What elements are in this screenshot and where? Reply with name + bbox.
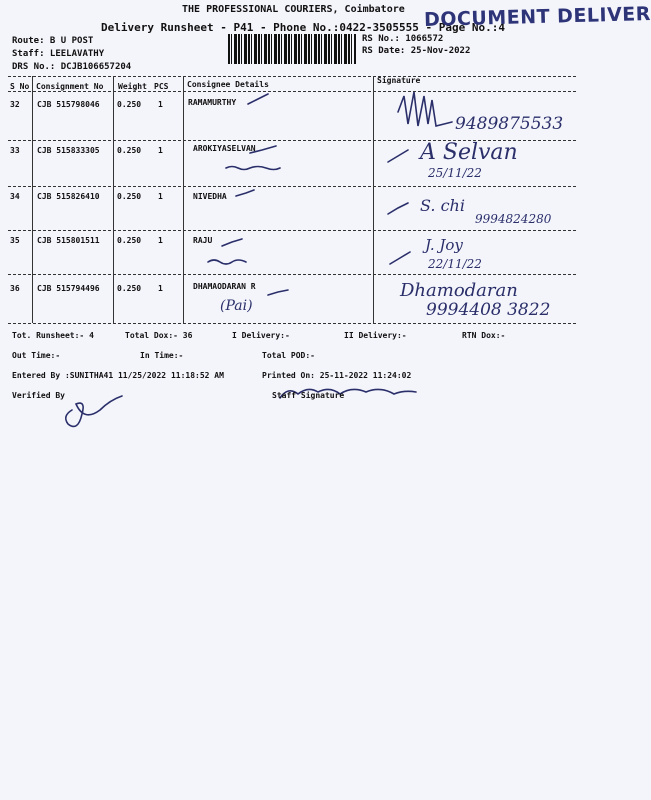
row-weight: 0.250 [117,146,142,155]
row-weight: 0.250 [117,236,142,245]
row-consignment: CJB 515794496 [37,284,100,293]
drs-number: DRS No.: DCJB106657204 [12,62,132,72]
row-consignee: RAJU [193,236,213,245]
handwritten-note [226,167,280,170]
row-sig-name: Dhamodaran [400,280,518,301]
route-label: Route: B U POST [12,36,94,46]
entered-by: Entered By :SUNITHA41 11/25/2022 11:18:52 AM [12,371,224,380]
row-sig-phone: 9994408 3822 [426,300,551,320]
row-sno: 33 [10,146,20,155]
col-header-consignment: Consignment No [36,82,104,91]
row-sno: 35 [10,236,20,245]
out-time: Out Time:- [12,351,61,360]
row-sno: 34 [10,192,20,201]
check-mark [250,146,276,153]
col-header-pcs: PCS [154,82,169,91]
row-weight: 0.250 [117,100,142,109]
company-name: THE PROFESSIONAL COURIERS, Coimbatore [182,4,405,15]
row-pcs: 1 [158,236,163,245]
col-header-weight: Weight [118,82,147,91]
row-sig-name: A Selvan [420,140,518,165]
signature-scribble [398,92,452,126]
row-sno: 32 [10,100,20,109]
handwritten-note [208,260,246,264]
row-sig-phone: 9994824280 [475,212,552,226]
row-consignee: NIVEDHA [193,192,227,201]
check-mark [388,203,408,214]
check-mark [248,94,268,104]
document-delivery-stamp: DOCUMENT DELIVER [423,3,651,31]
total-pod: Total POD:- [262,351,315,360]
row-pcs: 1 [158,146,163,155]
rtn-dox: RTN Dox:- [462,331,506,340]
row-consignment: CJB 515798046 [37,100,100,109]
ii-delivery: II Delivery:- [344,331,407,340]
row-pcs: 1 [158,192,163,201]
verified-by: Verified By [12,391,65,400]
row-pcs: 1 [158,284,163,293]
i-delivery: I Delivery:- [232,331,290,340]
verifier-signature [66,396,122,426]
col-header-consignee: Consignee Details [187,80,269,89]
row-sig-name: J. Joy [425,236,463,254]
row-sig-phone: 9489875533 [455,114,564,134]
row-sno: 36 [10,284,20,293]
in-time: In Time:- [140,351,184,360]
total-dox: Total Dox:- 36 [125,331,193,340]
check-mark [268,290,288,295]
row-consignment: CJB 515826410 [37,192,100,201]
rs-number: RS No.: 1066572 [362,34,444,44]
col-header-sno: S No [10,82,30,91]
row-consignee: RAMAMURTHY [188,98,237,107]
printed-on: Printed On: 25-11-2022 11:24:02 [262,371,412,380]
staff-label: Staff: LEELAVATHY [12,49,105,59]
row-pcs: 1 [158,100,163,109]
row-sig-date: 22/11/22 [428,257,482,271]
staff-signature-label: Staff Signature [272,391,345,400]
col-header-signature: Signature [377,76,421,85]
total-runsheet: Tot. Runsheet:- 4 [12,331,94,340]
row-consignee: AROKIYASELVAN [193,144,256,153]
check-mark [388,150,408,162]
check-mark [236,190,254,196]
row-consignment: CJB 515801511 [37,236,100,245]
row-note: (Pai) [220,298,253,314]
runsheet-title: Delivery Runsheet - P41 - Phone No.:0422-3505555 - Page No.:4 [101,21,505,34]
check-mark [390,252,410,264]
row-weight: 0.250 [117,192,142,201]
rs-date: RS Date: 25-Nov-2022 [362,46,471,56]
row-consignment: CJB 515833305 [37,146,100,155]
check-mark [222,239,242,246]
row-consignee: DHAMAODARAN R [193,282,256,291]
row-weight: 0.250 [117,284,142,293]
row-sig-date: 25/11/22 [428,166,482,180]
row-sig-name: S. chi [420,196,465,215]
